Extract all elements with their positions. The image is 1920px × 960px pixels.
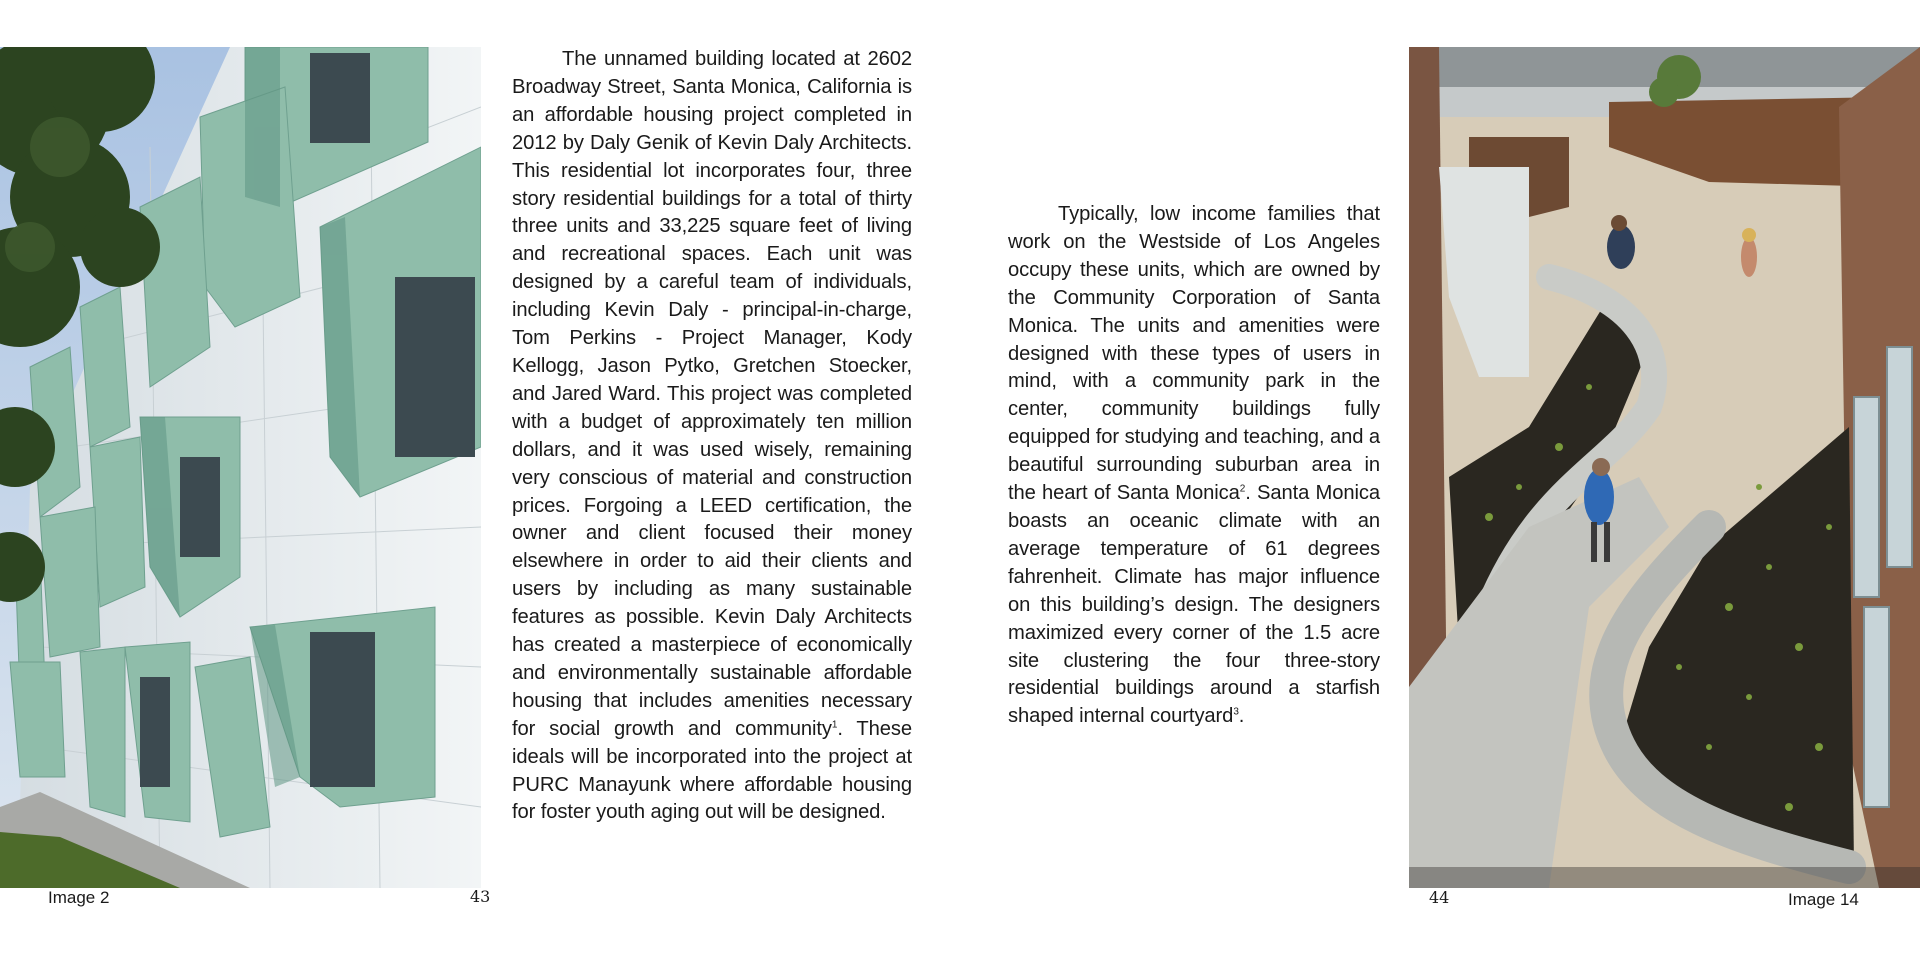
right-paragraph: Typically, low income families that work on the Westside of Los Angeles occupy these units, which are owned by the Community Corporation of Santa Monica. The units and amenities were designed with these types of users in mind, with a community park in the center, community buildings fully equipped for studying and teaching, and a beautiful surrounding suburban area in the heart of Santa Monica$^2$. Santa Monica boasts an oceanic climate with an average temperature of 61 degrees fahrenheit. Climate has major influence on this building’s design. The designers maximized every corner of the 1.5 acre site clustering the four three-story residential buildings around a starfish shaped internal courtyard$^3$. [1008, 203, 1380, 728]
left-page-number: 43 [470, 887, 491, 906]
right-page-number: 44 [1429, 888, 1450, 907]
courtyard-illustration [1409, 47, 1920, 888]
right-image-caption: Image 14 [1788, 890, 1859, 909]
left-paragraph: The unnamed building located at 2602 Broadway Street, Santa Monica, California is an affordable housing project completed in 2012 by Daly Genik of Kevin Daly Architects. This residential lot incorporates four, three story residential buildings for a total of thirty three units and 33,225 square feet of living and recreational spaces. Each unit was designed by a careful team of individuals, including Kevin Daly - principal-in-charge, Tom Perkins - Project Manager, Kody Kellogg, Jason Pytko, Gretchen Stoecker, and Jared Ward. This project was completed with a budget of approximately ten million dollars, and it was used wisely, remaining very conscious of material and construction prices. Forgoing a LEED certification, the owner and client focused their money elsewhere in order to aid their clients and users by including as many sustainable features as possible. Kevin Daly Architects has created a masterpiece of economically and environmentally sustainable affordable housing that includes amenities necessary for social growth and community$^1$. These ideals will be incorporated into the project at PURC Manayunk where affordable housing for foster youth aging out will be designed. [512, 48, 912, 824]
left-image-caption: Image 2 [48, 888, 110, 907]
facade-photo [0, 47, 481, 888]
facade-illustration [0, 47, 481, 888]
courtyard-photo [1409, 47, 1920, 888]
